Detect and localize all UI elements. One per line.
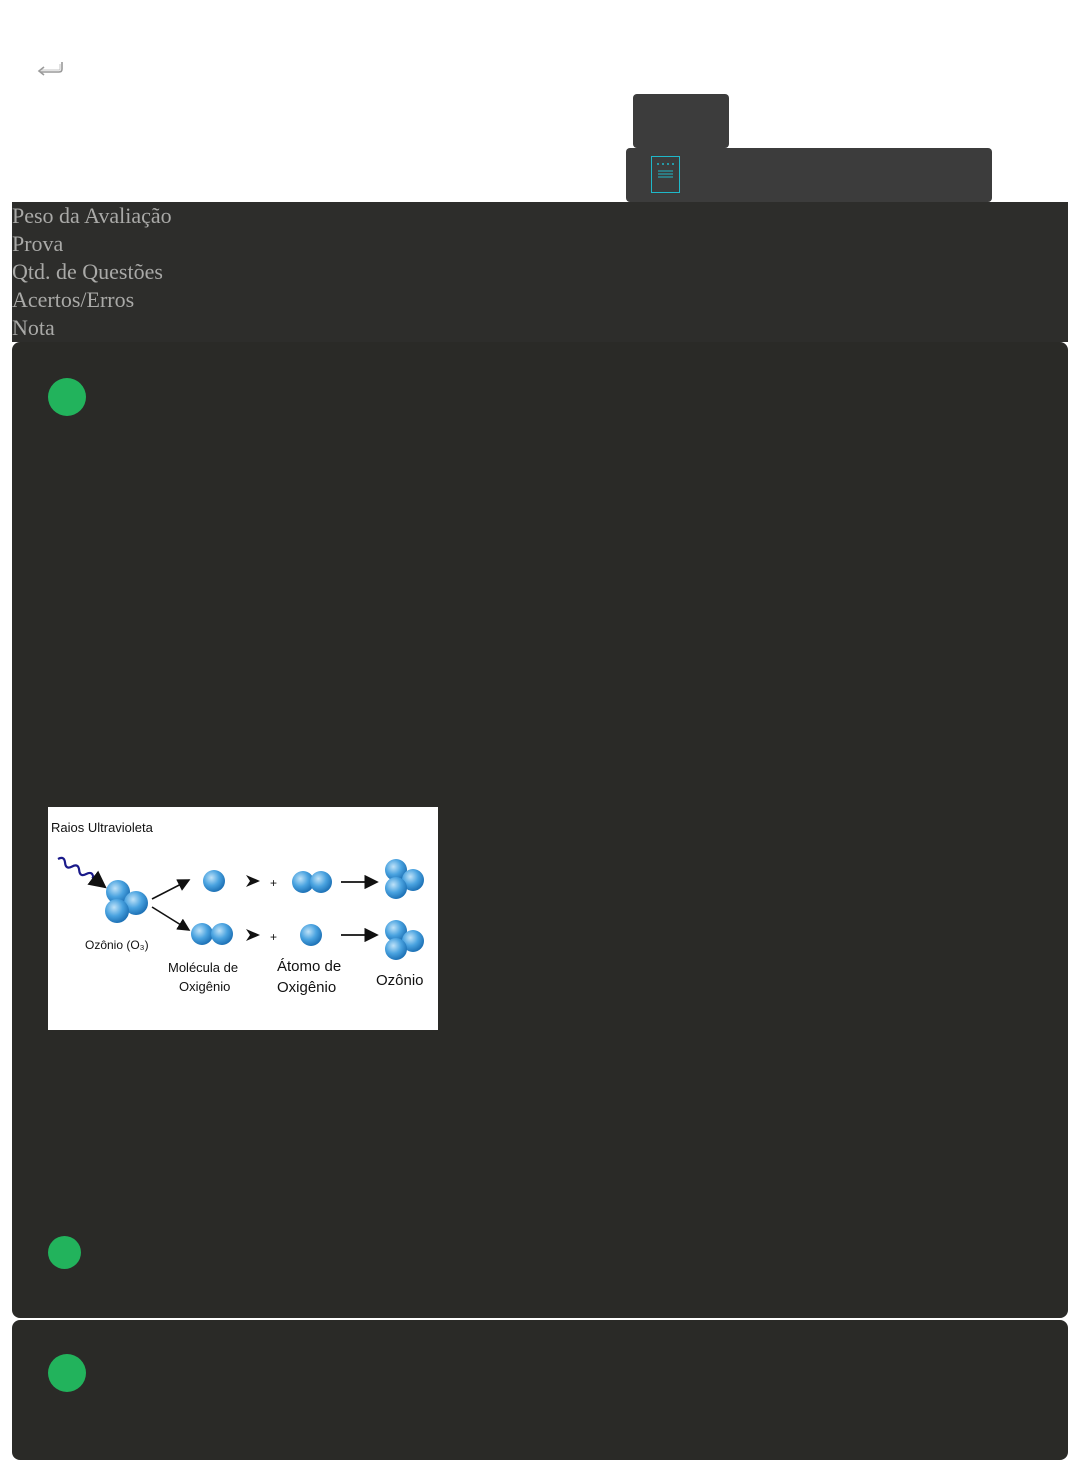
- figure-title: Raios Ultravioleta: [51, 820, 153, 835]
- atomo-label-line2: Oxigênio: [277, 979, 337, 996]
- molecula-label-line1: Molécula de: [168, 960, 239, 975]
- prova-label: Prova: [12, 231, 64, 256]
- nota-label: Nota: [12, 315, 55, 340]
- back-arrow-icon[interactable]: [34, 58, 66, 80]
- question-status-dot: [48, 1354, 86, 1392]
- evaluation-summary: [12, 202, 1068, 342]
- top-header: [0, 0, 1080, 202]
- ozonio-label: Ozônio: [376, 972, 424, 989]
- menu-button[interactable]: [633, 94, 729, 148]
- ozone-diagram: [48, 807, 438, 1030]
- document-bar[interactable]: [626, 148, 992, 202]
- question-card: [12, 1320, 1068, 1460]
- qtd-questoes-label: Qtd. de Questões: [12, 259, 163, 284]
- answer-status-dot: [48, 1236, 81, 1269]
- atomo-label-line1: Átomo de: [277, 958, 342, 975]
- svg-text:+: +: [270, 876, 278, 890]
- document-icon: [651, 156, 680, 193]
- question-card: [12, 342, 1068, 1318]
- peso-label: Peso da Avaliação: [12, 203, 172, 228]
- acertos-erros-label: Acertos/Erros: [12, 287, 135, 312]
- svg-text:+: +: [270, 930, 278, 944]
- question-status-dot: [48, 378, 86, 416]
- ozonio-o3-label: Ozônio (O₃): [85, 938, 149, 952]
- molecula-label-line2: Oxigênio: [179, 979, 231, 994]
